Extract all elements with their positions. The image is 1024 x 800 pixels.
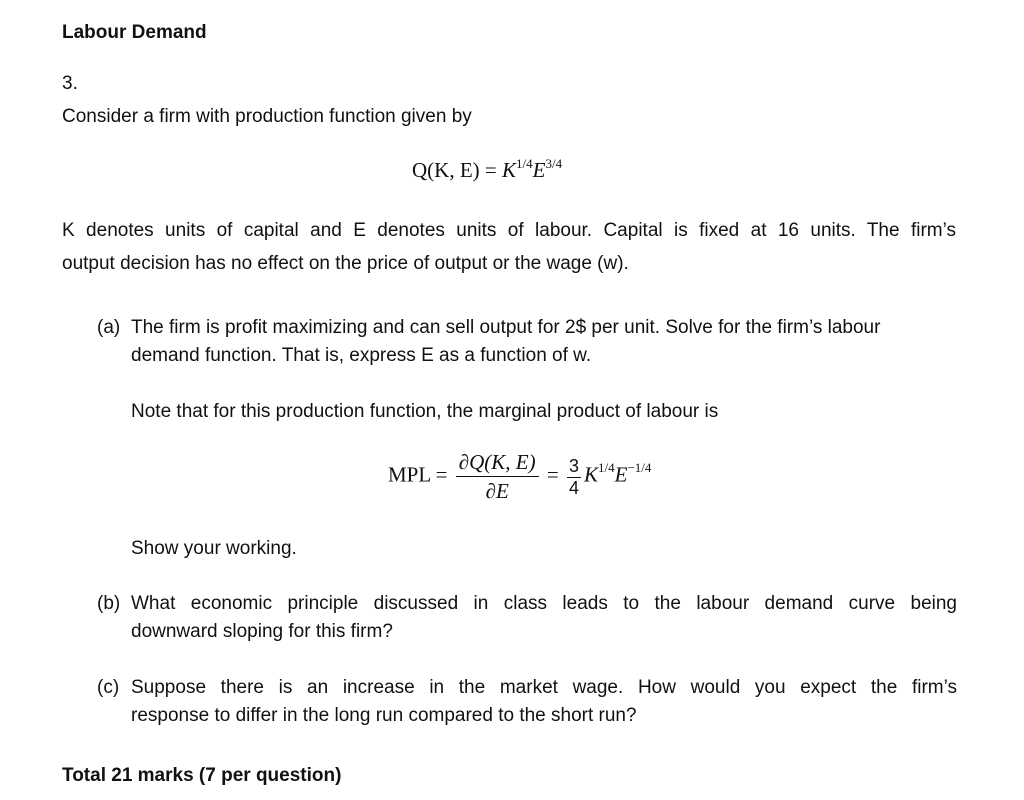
question-number: 3. <box>62 73 78 94</box>
equation-exponent-e: 3/4 <box>545 156 563 171</box>
equation-exponent-k: 1/4 <box>516 156 533 171</box>
part-c-text-1: Suppose there is an increase in the market wage. How would you expect the firm’s <box>131 677 957 698</box>
mpl-coef-denominator: 4 <box>568 477 579 498</box>
mpl-denominator: ∂E <box>485 479 509 503</box>
description-line-1: K denotes units of capital and E denotes units of labour. Capital is fixed at 16 units. The firm’s <box>62 220 956 241</box>
section-title: Labour Demand <box>62 22 207 43</box>
part-a-text-1: The firm is profit maximizing and can sell output for 2$ per unit. Solve for the firm’s labour <box>131 317 881 338</box>
part-a-label: (a) <box>97 317 121 338</box>
equation-lhs: Q(K, E) = <box>412 158 497 182</box>
mpl-numerator: ∂Q(K, E) <box>456 450 539 477</box>
part-a-instruction: Show your working. <box>131 538 297 559</box>
part-a-line-2: demand function. That is, express E as a function of w. <box>131 345 592 366</box>
part-c-line-1 <box>97 674 957 701</box>
question-intro: Consider a firm with production function given by <box>62 106 472 127</box>
mpl-exponent-e: −1/4 <box>627 460 652 476</box>
part-b-line-1 <box>97 590 957 617</box>
mpl-equals: = <box>546 462 559 487</box>
part-b-text-1: What economic principle discussed in class leads to the labour demand curve being <box>131 593 957 614</box>
part-c-label: (c) <box>97 677 120 698</box>
equation-base-k: K <box>502 158 517 182</box>
mpl-exponent-k: 1/4 <box>598 460 615 476</box>
description-line-2: output decision has no effect on the price of output or the wage (w). <box>62 253 629 274</box>
mpl-coef-numerator: 3 <box>568 455 579 476</box>
equation-base-e: E <box>532 158 546 182</box>
mpl-partial-fraction <box>456 450 539 503</box>
part-b-line-2: downward sloping for this firm? <box>131 621 393 642</box>
mpl-equation <box>388 450 651 503</box>
part-a-line-1 <box>97 314 880 341</box>
mpl-coefficient-fraction <box>567 456 581 498</box>
mpl-lhs: MPL = <box>388 462 448 487</box>
part-b-label: (b) <box>97 593 121 614</box>
mpl-base-k: K <box>583 462 598 487</box>
total-marks: Total 21 marks (7 per question) <box>62 765 342 786</box>
part-c-line-2: response to differ in the long run compared to the short run? <box>131 705 637 726</box>
part-a-note: Note that for this production function, the marginal product of labour is <box>131 401 719 422</box>
mpl-base-e: E <box>614 462 628 487</box>
production-function-equation <box>412 158 562 183</box>
